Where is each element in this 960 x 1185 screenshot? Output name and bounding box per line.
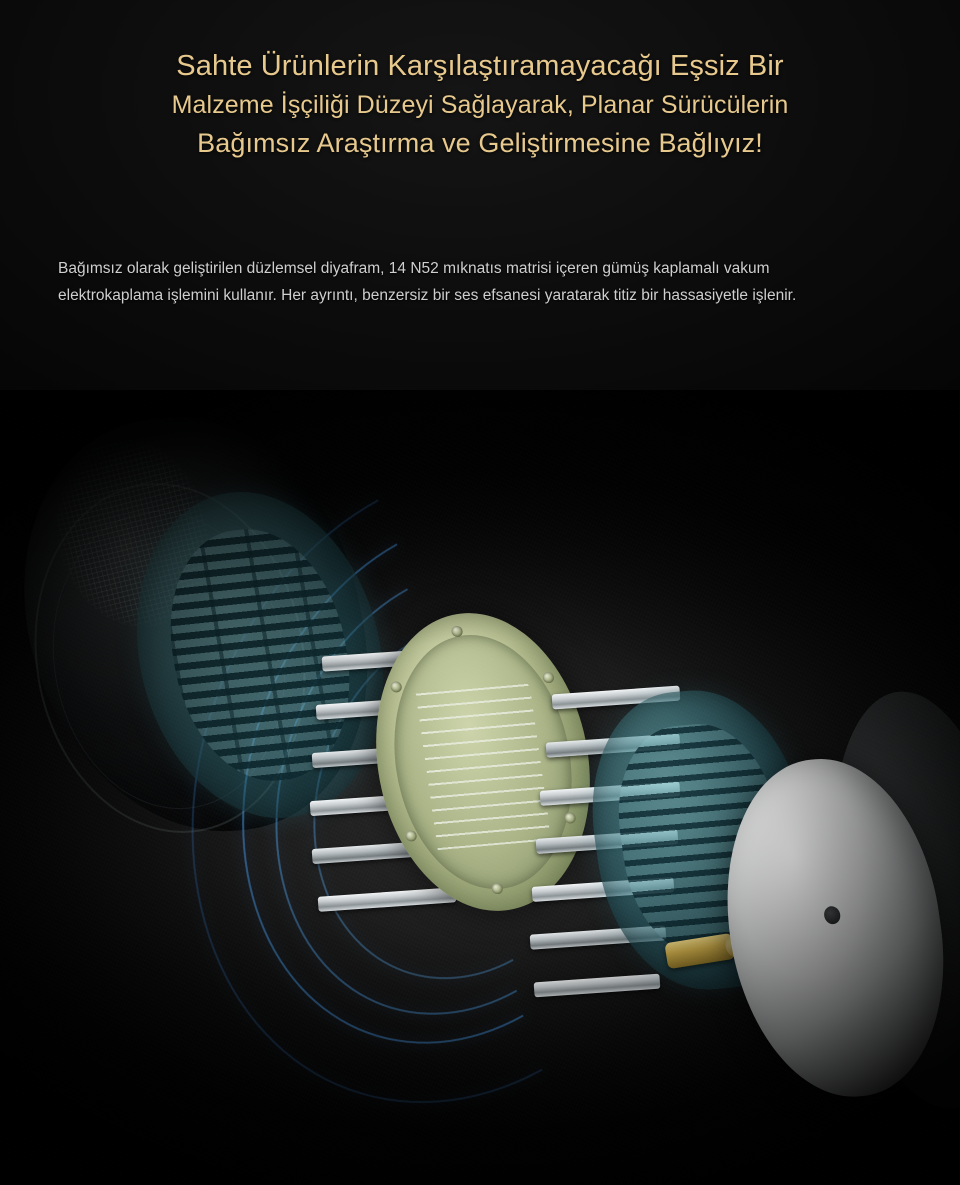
diaphragm-screw: [405, 830, 418, 842]
headline-line-1: Sahte Ürünlerin Karşılaştıramayacağı Eşsiz Bir: [176, 50, 784, 82]
diaphragm-screw: [390, 681, 403, 693]
diaphragm-traces: [414, 674, 551, 850]
headline-line-2: Malzeme İşçiliği Düzeyi Sağlayarak, Planar Sürücülerin: [171, 91, 789, 120]
page-title: [0, 48, 960, 161]
body-paragraph: Bağımsız olarak geliştirilen düzlemsel diyafram, 14 N52 mıknatıs matrisi içeren gümüş kaplamalı vakum elektrokaplama işlemini kullanır. Her ayrıntı, benzersiz bir ses efsanesi yaratarak titiz bir hassasiyetle işlenir.: [58, 260, 797, 304]
headline-line-3: Bağımsız Araştırma ve Geliştirmesine Bağlıyız!: [197, 128, 763, 159]
product-illustration: [0, 390, 960, 1185]
diaphragm-screw: [491, 883, 504, 895]
diaphragm-inner: [378, 628, 587, 897]
body-copy: [58, 256, 848, 309]
diaphragm-screw: [542, 672, 555, 684]
diaphragm-screw: [564, 812, 577, 824]
housing-vent-hole: [823, 906, 841, 925]
